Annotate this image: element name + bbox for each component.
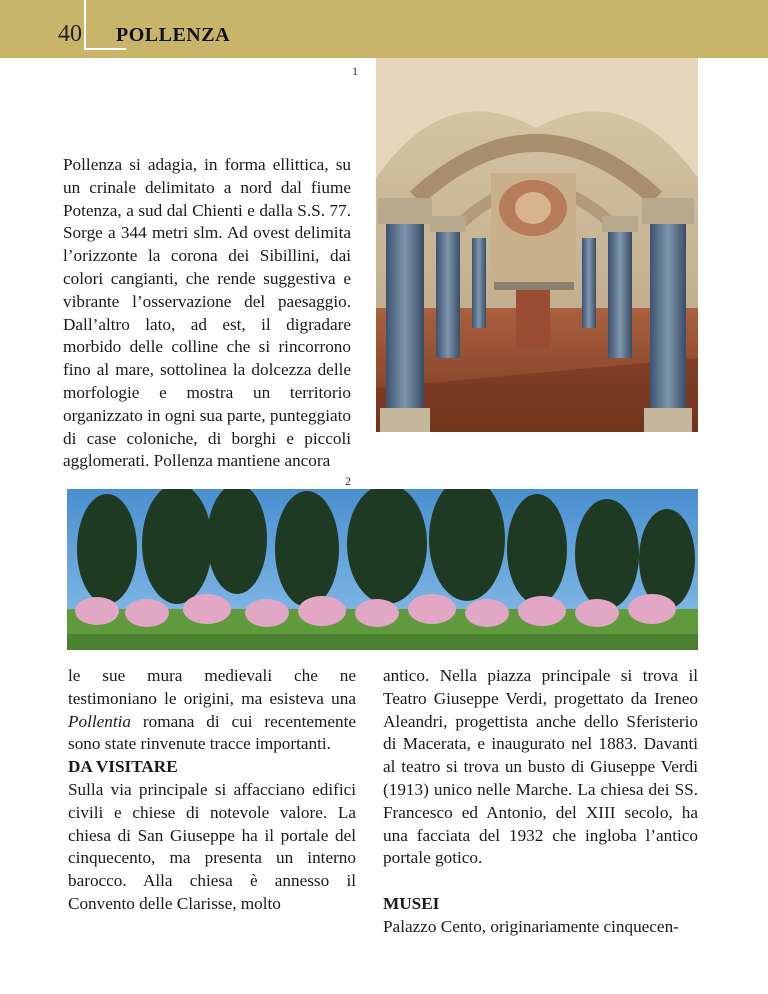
chapter-title: POLLENZA xyxy=(116,24,231,46)
figure-2-number: 2 xyxy=(345,474,351,488)
col1-text-part3: Sulla via principale si affacciano edifici civili e chiese di notevole valore. La chiesa di San Giuseppe ha il portale del cinquecento, ma presenta un interno barocco. Alla chiesa è annesso il Convento delle Clarisse, molto xyxy=(68,779,356,913)
heading-musei: MUSEI xyxy=(383,893,440,913)
intro-paragraph xyxy=(63,154,351,473)
column-1-paragraph xyxy=(68,665,356,756)
orchard-photo xyxy=(67,489,698,650)
intro-text: Pollenza si adagia, in forma ellittica, su un crinale delimitato a nord dal fiume Potenza, a sud dal Chienti e dalla S.S. 77. Sorge a 344 metri slm. Ad ovest delimita l’orizzonte la corona dei Sibillini, dai colori cangianti, che rende suggestiva e vibrante l’osservazione del paesaggio. Dall’altro lato, ad est, il digradare morbido delle colline che si rincorrono fino al mare, sottolinea la dolcezza delle morfologie e mostra un territorio organizzato in ogni sua parte, punteggiato di case coloniche, di borghi e piccoli agglomerati. Pollenza mantiene ancora xyxy=(63,155,351,471)
figure-1-number: 1 xyxy=(352,64,358,78)
pollentia-italic: Pollentia xyxy=(68,711,132,731)
col2-text-part2: Palazzo Cento, originariamente cinquecen- xyxy=(383,916,679,936)
column-2 xyxy=(383,665,698,939)
col2-text-part1: antico. Nella piazza principale si trova il Teatro Giuseppe Verdi, progettato da Ireneo Aleandri, progettista anche dello Sferisterio di Macerata, e inaugurato nel 1883. Davanti al teatro si trova un busto di Giuseppe Verdi (1913) unico nelle Marche. La chiesa dei SS. Francesco ed Antonio, del XIII secolo, ha una facciata del 1932 che ingloba l’antico portale gotico. xyxy=(383,666,698,868)
spacer xyxy=(383,870,698,893)
col1-text-part1: le sue mura medievali che ne testimoniano le origini, ma esisteva una xyxy=(68,666,356,708)
crypt-photo xyxy=(376,58,698,432)
column-1 xyxy=(68,665,356,916)
col1-text-part2: romana di cui recentemente sono state rinvenute tracce importanti. xyxy=(68,711,356,754)
heading-da-visitare: DA VISITARE xyxy=(68,757,178,777)
page-number: 40 xyxy=(58,21,82,47)
